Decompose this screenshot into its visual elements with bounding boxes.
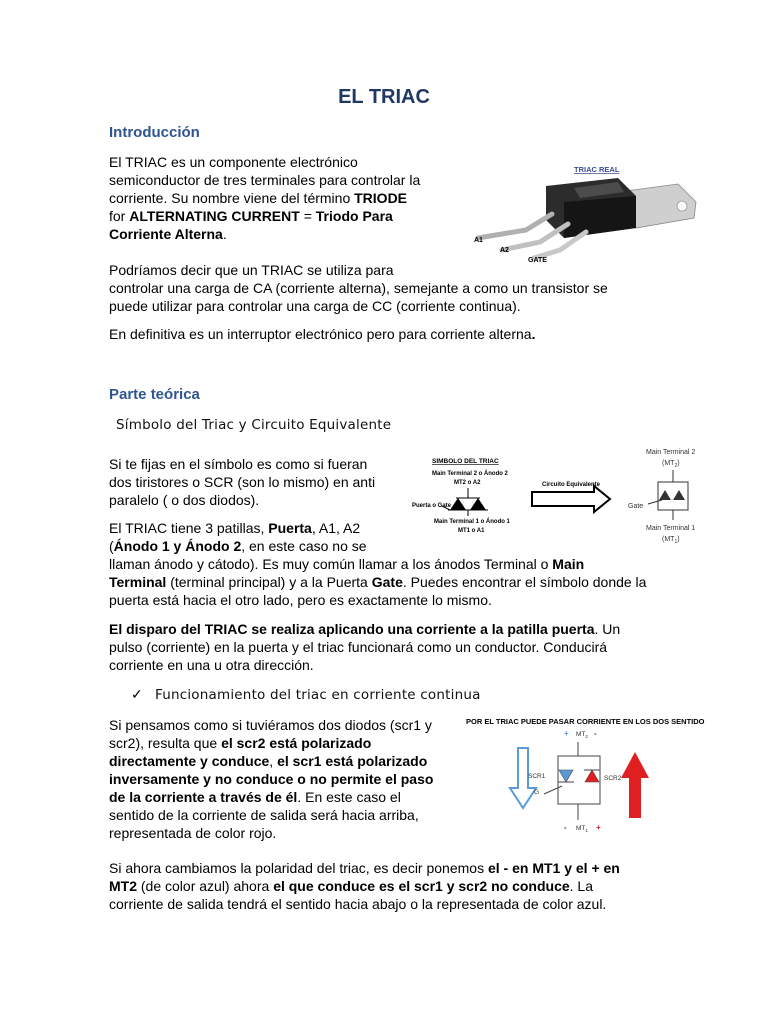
intro-line: controlar una carga de CA (corriente alterna), semejante a como un transistor se <box>109 280 608 296</box>
text-run: de la corriente a través de él <box>109 789 298 805</box>
mt2-label: Main Terminal 2 o Ánodo 2 <box>432 471 508 477</box>
intro-line <box>109 225 439 243</box>
dc-line: corriente de salida tendrá el sentido hacia abajo o la representada de color azul. <box>109 896 607 912</box>
text-run: . <box>531 326 536 342</box>
gate-label: Puerta o Gate <box>412 503 452 509</box>
text-run: . Puedes encontrar el símbolo donde la <box>402 574 647 590</box>
dc-line <box>109 734 429 752</box>
scr2-symbol <box>585 770 599 782</box>
text-run: Main <box>552 556 585 572</box>
text-run: (de color azul) ahora <box>137 878 274 894</box>
theory-line: pulso (corriente) en la puerta y el triac funcionará como un conductor. Conducirá <box>109 639 608 655</box>
mt2-label-short: MT2 o A2 <box>454 480 481 486</box>
text-run: el scr2 está polarizado <box>221 735 372 751</box>
dc-top-minus: - <box>594 729 597 738</box>
text-run: , <box>269 753 278 769</box>
pin-a1-label: A1 <box>474 237 483 244</box>
text-run: scr2), resulta que <box>109 735 222 751</box>
text-run: , en este caso no se <box>241 538 367 554</box>
dc-bottom-mt: $MT_1$ <box>576 825 588 833</box>
triac-body-front <box>564 196 636 238</box>
eq-mt1-label: Main Terminal 1 <box>646 525 696 532</box>
text-run: ALTERNATING CURRENT <box>129 208 300 224</box>
scr1-symbol <box>559 770 573 782</box>
text-run: = <box>299 208 316 224</box>
text-run: El disparo del TRIAC se realiza aplicando una corriente a la patilla puerta <box>109 621 595 637</box>
theory-line: Si te fijas en el símbolo es como si fueran <box>109 456 368 472</box>
dc-line: Si pensamos como si tuviéramos dos diodos (scr1 y <box>109 717 432 733</box>
theory-line <box>109 519 649 537</box>
symbol-title: SIMBOLO DEL TRIAC <box>432 458 499 465</box>
scr2-label: SCR2 <box>604 775 622 782</box>
triac-real-title: TRIAC REAL <box>574 165 620 174</box>
pin-gate-label: GATE <box>528 257 547 264</box>
text-run: Gate <box>371 574 403 590</box>
intro-paragraph-2 <box>109 261 649 315</box>
text-run: inversamente y no conduce o no permite el paso <box>109 771 434 787</box>
intro-line <box>109 189 439 207</box>
pin-gate <box>534 232 586 258</box>
theory-heading: Parte teórica <box>109 386 200 403</box>
intro-line: puede utilizar para controlar una carga de CC (corriente continua). <box>109 298 521 314</box>
pin-a1 <box>478 214 552 238</box>
dc-line: representada de color rojo. <box>109 825 277 841</box>
text-run: for <box>109 208 130 224</box>
text-run: . La <box>569 878 594 894</box>
eq-scr2 <box>673 490 685 500</box>
eq-mt2-short: $(MT_2)$ <box>662 460 680 469</box>
dc-paragraph-1 <box>109 716 434 842</box>
text-run: Puerta <box>268 520 312 536</box>
triac-real-figure <box>468 158 718 266</box>
dc-bottom-plus: + <box>596 823 601 832</box>
equivalent-arrow <box>532 486 610 512</box>
text-run: En definitiva es un interruptor electrónico pero para corriente alterna <box>109 326 532 342</box>
dc-gate-lead <box>544 786 562 794</box>
pin-a2-label: A2 <box>500 247 509 254</box>
dc-heading: Funcionamiento del triac en corriente continua <box>155 687 481 703</box>
theory-line <box>109 555 649 573</box>
theory-line <box>109 573 649 591</box>
dc-bottom-minus: - <box>564 823 567 832</box>
theory-line <box>109 620 649 638</box>
eq-gate-lead <box>648 500 662 504</box>
theory-paragraph-1 <box>109 455 399 509</box>
theory-line: corriente en una u otra dirección. <box>109 657 314 673</box>
text-run: el que conduce es el scr1 y scr2 no conduce <box>273 878 570 894</box>
dc-top-plus: + <box>564 729 569 738</box>
dc-line <box>109 752 429 770</box>
text-run: el - en MT1 y el + en <box>487 860 620 876</box>
intro-line <box>109 207 439 225</box>
dc-gate-label: G <box>534 789 540 796</box>
text-run: Terminal <box>109 574 167 590</box>
theory-line: dos tiristores o SCR (son lo mismo) en anti <box>109 474 376 490</box>
text-run: llaman ánodo y cátodo). Es muy común llamar a los ánodos Terminal o <box>109 556 553 572</box>
theory-line: paralelo ( o dos diodos). <box>109 492 260 508</box>
intro-line: semiconductor de tres terminales para controlar la <box>109 172 421 188</box>
intro-paragraph <box>109 153 439 243</box>
text-run: Si ahora cambiamos la polaridad del triac, es decir ponemos <box>109 860 488 876</box>
symbol-heading: Símbolo del Triac y Circuito Equivalente <box>116 417 392 433</box>
mt1-label-short: MT1 o A1 <box>458 528 485 534</box>
triac-diode-up <box>470 498 486 510</box>
text-run: Corriente Alterna <box>109 226 223 242</box>
intro-line: El TRIAC es un componente electrónico <box>109 154 358 170</box>
text-run: directamente y conduce <box>109 753 270 769</box>
text-run: Triodo Para <box>315 208 393 224</box>
dc-top-mt: $MT_2$ <box>576 731 588 739</box>
scr1-label: SCR1 <box>528 773 546 780</box>
theory-line: puerta está hacia el otro lado, pero es exactamente lo mismo. <box>109 592 492 608</box>
intro-paragraph-3 <box>109 325 535 343</box>
dc-line <box>109 877 669 895</box>
current-arrow-up <box>621 752 649 818</box>
mounting-hole <box>677 201 687 211</box>
dc-paragraph-2 <box>109 859 669 913</box>
arrow-label: Circuito Equivalente <box>542 482 601 488</box>
text-run: TRIODE <box>354 190 408 206</box>
text-run: . <box>222 226 227 242</box>
check-icon: ✓ <box>131 686 143 702</box>
text-run: MT2 <box>109 878 137 894</box>
mt1-label: Main Terminal 1 o Ánodo 1 <box>434 519 510 525</box>
page-title: EL TRIAC <box>338 86 430 108</box>
dc-line <box>109 788 429 806</box>
text-run: . Un <box>594 621 621 637</box>
text-run: . En este caso el <box>297 789 401 805</box>
intro-line: Podríamos decir que un TRIAC se utiliza para <box>109 262 394 278</box>
dc-figure-title: POR EL TRIAC PUEDE PASAR CORRIENTE EN LOS DOS SENTIDO <box>466 717 705 726</box>
dc-line: sentido de la corriente de salida será hacia arriba, <box>109 807 419 823</box>
text-run: corriente. Su nombre viene del término <box>109 190 355 206</box>
dc-line <box>109 770 434 788</box>
text-run: , A1, A2 <box>311 520 361 536</box>
eq-scr1 <box>659 490 671 500</box>
intro-heading: Introducción <box>109 124 200 141</box>
text-run: El TRIAC tiene 3 patillas, <box>109 520 269 536</box>
theory-paragraph-2 <box>109 519 649 609</box>
pin-a2 <box>502 224 568 250</box>
dc-line <box>109 859 669 877</box>
dc-operation-figure <box>464 712 744 840</box>
eq-mt1-short: $(MT_1)$ <box>662 536 680 545</box>
eq-gate-label: Gate <box>628 503 644 510</box>
text-run: (terminal principal) y a la Puerta <box>166 574 372 590</box>
triac-diode-down <box>450 498 466 510</box>
text-run: Ánodo 1 y Ánodo 2 <box>113 538 242 554</box>
eq-mt2-label: Main Terminal 2 <box>646 449 696 456</box>
text-run: ( <box>109 538 114 554</box>
theory-paragraph-3 <box>109 620 649 674</box>
theory-line <box>109 537 649 555</box>
text-run: el scr1 está polarizado <box>277 753 428 769</box>
